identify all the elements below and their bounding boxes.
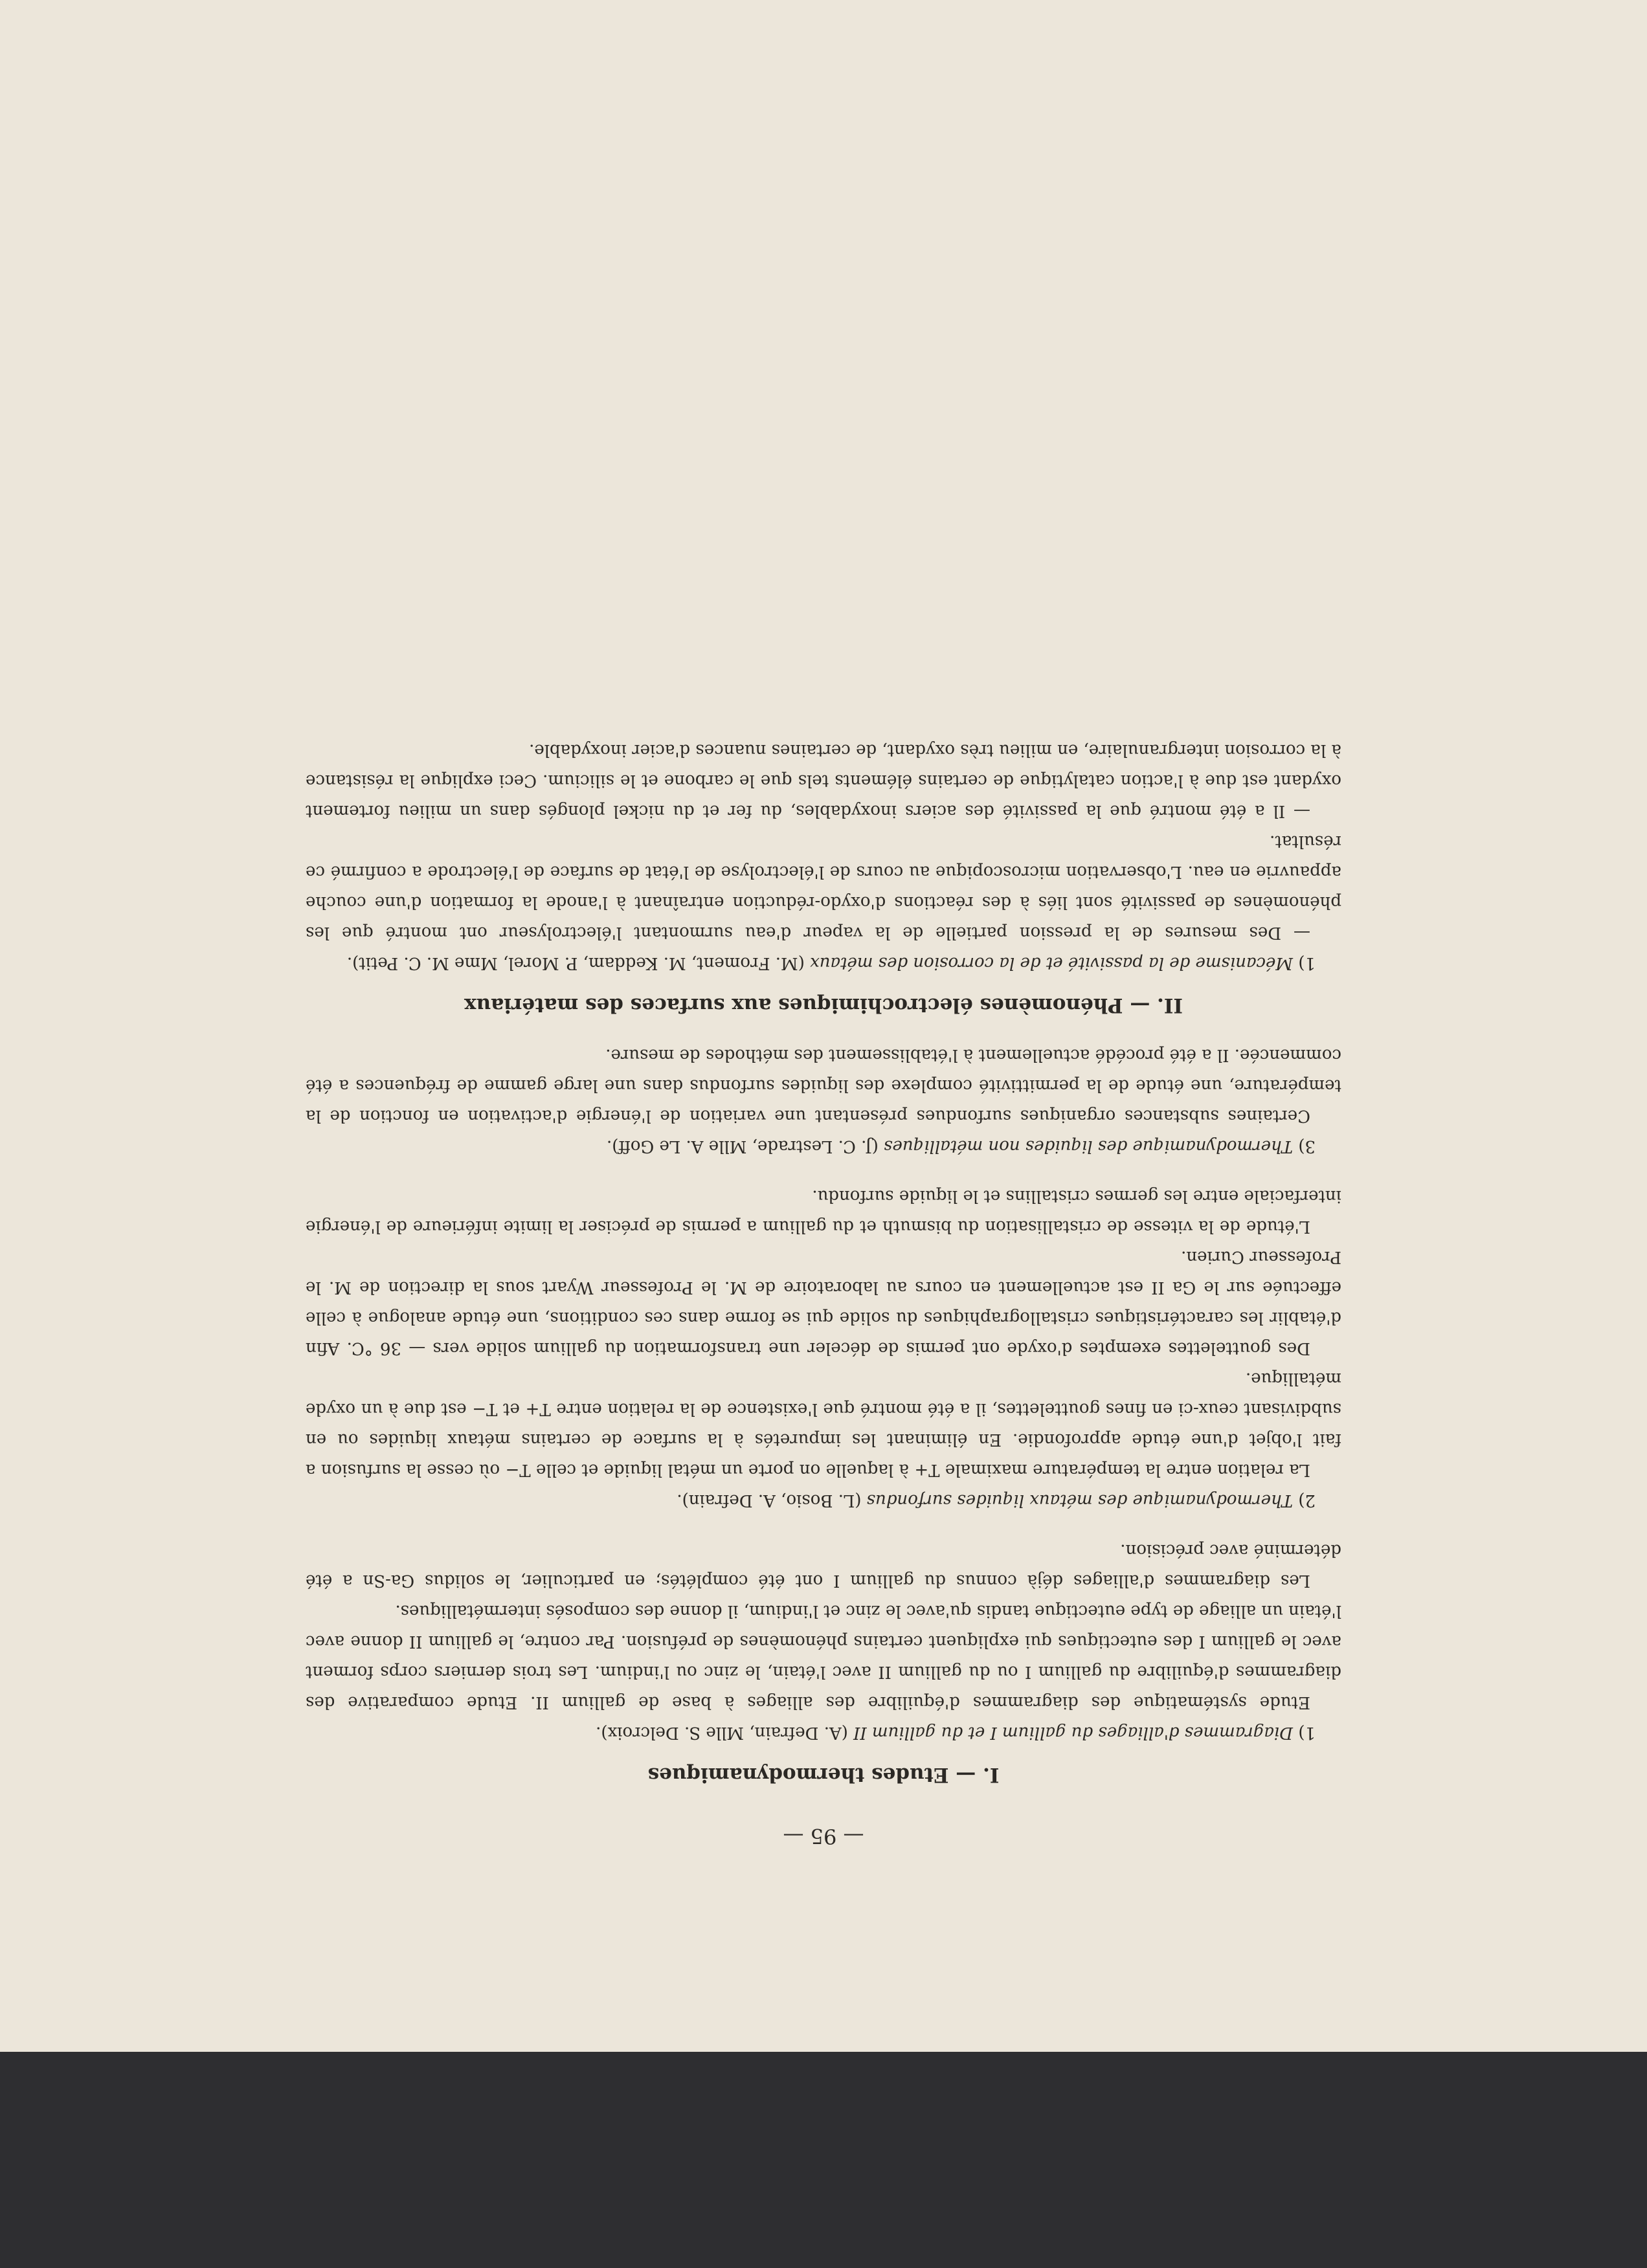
subsection-title: Mécanisme de la passivité et de la corrosion des métaux bbox=[810, 953, 1294, 973]
subsection-heading-alloy-diagrams bbox=[306, 1717, 1341, 1748]
subsection-authors: (J. C. Lestrade, Mlle A. Le Goff). bbox=[606, 1137, 879, 1156]
subsection-authors: (L. Bosio, A. Defrain). bbox=[677, 1491, 862, 1510]
scanner-background bbox=[0, 2052, 1647, 2268]
subsection-number: 1) bbox=[1298, 1723, 1316, 1742]
paragraph: — Il a été montré que la passivité des aciers inoxydables, du fer et du nickel plongés dans un milieu fortement oxydant est due à l'action catalytique de certains éléments tels que le carbone et le silicium. Ceci explique la résistance à la corrosion intergranulaire, en milieu très oxydant, de certaines nuances d'acier inoxydable. bbox=[306, 740, 1341, 821]
paragraph: La relation entre la température maximale T+ à laquelle on porte un métal liquide et celle T− où cesse la surfusion a fait l'objet d'une étude approfondie. En éliminant les impuretés à la surface de certains métaux liquides ou en subdivisant ceux-ci en fines gouttelettes, il a été montré que l'existence de la relation entre T+ et T− est due à un oxyde métallique. bbox=[306, 1369, 1341, 1480]
page-number: — 95 — bbox=[783, 1824, 864, 1849]
subsection-number: 2) bbox=[1298, 1491, 1316, 1510]
paragraph: — Des mesures de la pression partielle de la vapeur d'eau surmontant l'électrolyseur ont montré que les phénomènes de passivité sont liés à des réactions d'oxydo-réduction entraînant à l'anode la formation d'une couche appauvrie en eau. L'observation microscopique au cours de l'électrolyse de l'état de surface de l'électrode a confirmé ce résultat. bbox=[306, 832, 1341, 942]
section-heading-thermodynamic: I. — Etudes thermodynamiques bbox=[647, 1763, 1000, 1786]
subsection-authors: (A. Defrain, Mlle S. Delcroix). bbox=[596, 1723, 848, 1742]
subsection-heading-supercooled-metals bbox=[306, 1485, 1341, 1515]
subsection-heading-nonmetallic-liquids bbox=[306, 1131, 1341, 1161]
subsection-number: 1) bbox=[1298, 953, 1316, 973]
subsection-title: Thermodynamique des métaux liquides surfondus bbox=[866, 1491, 1294, 1510]
subsection-number: 3) bbox=[1298, 1137, 1316, 1156]
paragraph: Certaines substances organiques surfondues présentant une variation de l'énergie d'activation en fonction de la température, une étude de la permittivité complexe des liquides surfondus dans une large gamme de fréquences a été commencée. Il a été procédé actuellement à l'établissement des méthodes de mesure. bbox=[306, 1045, 1341, 1126]
subsection-heading-passivity-corrosion bbox=[306, 948, 1341, 978]
paragraph: Etude systématique des diagrammes d'équilibre des alliages à base de gallium II. Etude comparative des diagrammes d'équilibre du gallium I ou du gallium II avec l'étain, le zinc ou l'indium. Les trois derniers corps forment avec le gallium I des eutectiques qui expliquent certains phénomènes de préfusion. Par contre, le gallium II donne avec l'étain un alliage de type eutectique tandis qu'avec le zinc et l'indium, il donne des composés intermétalliques. bbox=[306, 1601, 1341, 1712]
subsection-title: Thermodynamique des liquides non métalliques bbox=[884, 1137, 1294, 1156]
paragraph: Les diagrammes d'alliages déjà connus du gallium I ont été complétés; en particulier, le solidus Ga-Sn a été déterminé avec précision. bbox=[306, 1540, 1341, 1590]
section-heading-electrochemical: II. — Phénomènes électrochimiques aux surfaces des matériaux bbox=[464, 994, 1183, 1017]
paragraph: Des gouttelettes exemptes d'oxyde ont permis de déceler une transformation du gallium solide vers — 36 °C. Afin d'établir les caractéristiques cristallographiques du solide qui se forme dans ces conditions, une étude analogue à celle effectuée sur le Ga II est actuellement en cours au laboratoire de M. le Professeur Wyart sous la direction de M. le Professeur Curien. bbox=[306, 1247, 1341, 1358]
spacer bbox=[306, 1161, 1341, 1181]
subsection-title: Diagrammes d'alliages du gallium I et du gallium II bbox=[853, 1723, 1294, 1742]
spacer bbox=[306, 1515, 1341, 1535]
page-content-rotated bbox=[306, 220, 1341, 1851]
subsection-authors: (M. Froment, M. Keddam, P. Morel, Mme M. C. Petit). bbox=[346, 953, 805, 973]
paragraph: L'étude de la vitesse de cristallisation du bismuth et du gallium a permis de préciser la limite inférieure de l'énergie interfaciale entre les germes cristallins et le liquide surfondu. bbox=[306, 1186, 1341, 1236]
